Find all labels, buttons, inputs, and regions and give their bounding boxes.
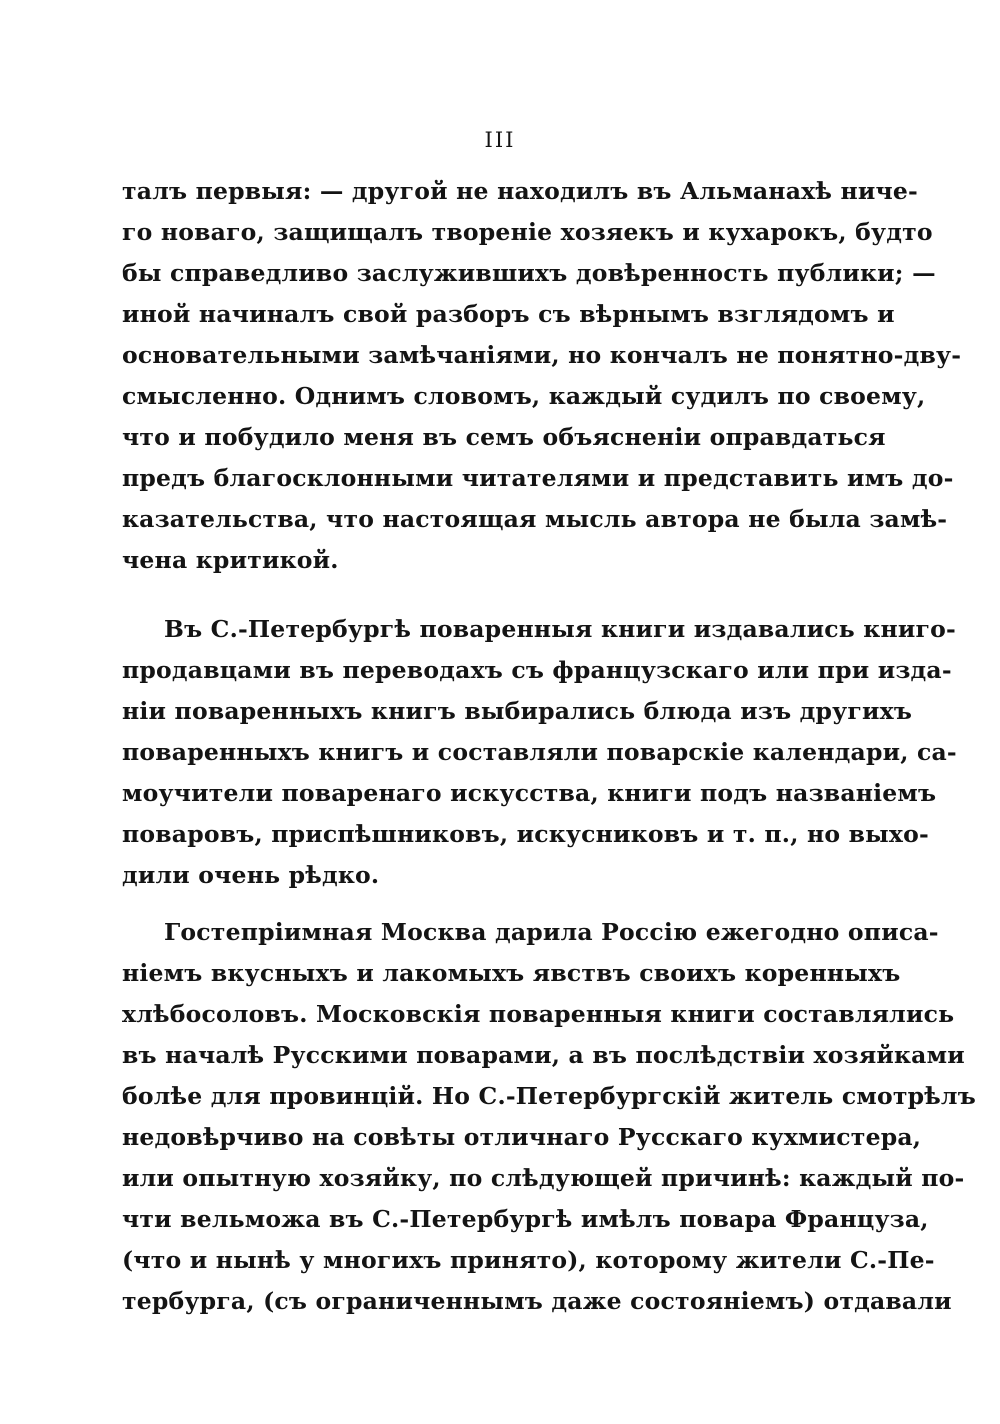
- text-line: дили очень рѣдко.: [122, 861, 380, 889]
- text-line: нiемъ вкусныхъ и лакомыхъ явствъ своихъ коренныхъ: [122, 959, 901, 987]
- text-line: основательными замѣчанiями, но кончалъ не понятно-дву-: [122, 341, 962, 369]
- text-line: что и побудило меня въ семъ объясненiи оправдаться: [122, 423, 886, 451]
- paragraph-1: [122, 171, 962, 581]
- text-line: тербурга, (съ ограниченнымъ даже состоянiемъ) отдавали: [122, 1287, 952, 1315]
- text-line: продавцами въ переводахъ съ французскаго или при изда-: [122, 656, 952, 684]
- text-line: хлѣбосоловъ. Московскiя поваренныя книги составлялись: [122, 1000, 955, 1028]
- text-line: въ началѣ Русскими поварами, а въ послѣдствiи хозяйками: [122, 1041, 965, 1069]
- text-line: чена критикой.: [122, 546, 339, 574]
- text-line: иной начиналъ свой разборъ съ вѣрнымъ взглядомъ и: [122, 300, 895, 328]
- text-line: Въ С.-Петербургѣ поваренныя книги издавались книго-: [164, 615, 956, 643]
- text-line: го новаго, защищалъ творенiе хозяекъ и кухарокъ, будто: [122, 218, 933, 246]
- text-line: предъ благосклонными читателями и представить имъ до-: [122, 464, 954, 492]
- text-line: Гостепрiимная Москва дарила Россiю ежегодно описа-: [164, 918, 939, 946]
- text-line: талъ первыя: — другой не находилъ въ Альманахѣ ниче-: [122, 177, 918, 205]
- text-line: поваровъ, приспѣшниковъ, искусниковъ и т. п., но выхо-: [122, 820, 929, 848]
- paragraph-2: [122, 609, 957, 896]
- text-line: нiи поваренныхъ книгъ выбирались блюда изъ другихъ: [122, 697, 913, 725]
- page-number: III: [484, 128, 516, 152]
- paragraph-3: [122, 912, 976, 1322]
- text-line: бы справедливо заслужившихъ довѣренность публики; —: [122, 259, 936, 287]
- text-line: (что и нынѣ у многихъ принято), которому жители С.-Пе-: [122, 1246, 935, 1274]
- text-line: чти вельможа въ С.-Петербургѣ имѣлъ повара Француза,: [122, 1205, 929, 1233]
- text-line: моучители поваренаго искусства, книги подъ названiемъ: [122, 779, 937, 807]
- text-line: казательства, что настоящая мысль автора не была замѣ-: [122, 505, 948, 533]
- text-line: поваренныхъ книгъ и составляли поварскiе календари, са-: [122, 738, 957, 766]
- text-line: или опытную хозяйку, по слѣдующей причинѣ: каждый по-: [122, 1164, 965, 1192]
- text-line: болѣе для провинцiй. Но С.-Петербургскiй житель смотрѣлъ: [122, 1082, 976, 1110]
- text-line: смысленно. Однимъ словомъ, каждый судилъ по своему,: [122, 382, 926, 410]
- text-line: недовѣрчиво на совѣты отличнаго Русскаго кухмистера,: [122, 1123, 922, 1151]
